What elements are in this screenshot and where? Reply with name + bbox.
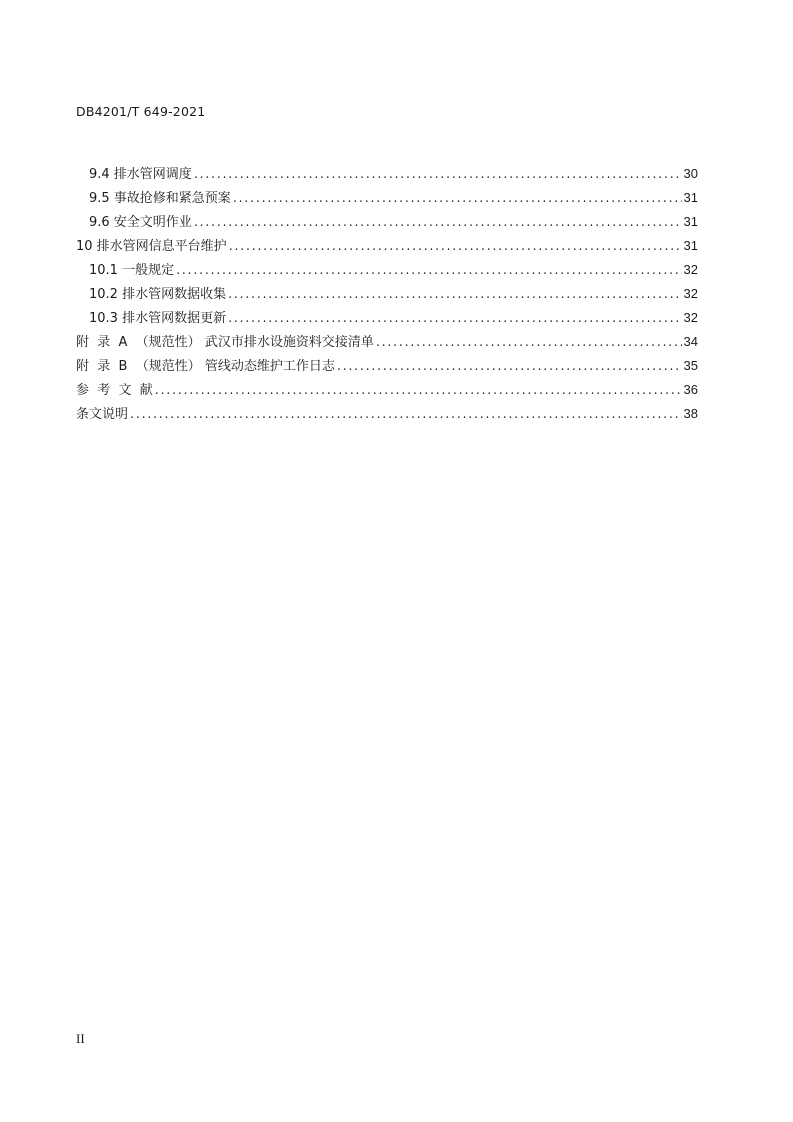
page-number: II (76, 1031, 85, 1046)
toc-entry-page: 31 (683, 190, 698, 205)
toc-entry-label: 10.1 一般规定 (89, 263, 175, 278)
toc-entry-page: 34 (683, 334, 698, 349)
toc-entry-page: 32 (683, 262, 698, 277)
toc-entry-label: 条文说明 (76, 407, 129, 422)
toc-entry-appendix-a[interactable] (76, 330, 698, 354)
toc-leader-dots (155, 379, 682, 403)
toc-leader-dots (228, 307, 681, 331)
toc-leader-dots (229, 235, 682, 259)
toc-entry-page: 30 (683, 166, 698, 181)
toc-leader-dots (233, 187, 682, 211)
toc-leader-dots (228, 283, 681, 307)
toc-entry-appendix-b[interactable] (76, 354, 698, 378)
toc-leader-dots (194, 163, 682, 187)
toc-leader-dots (337, 355, 682, 379)
toc-leader-dots (130, 403, 682, 427)
toc-entry-10-1[interactable] (76, 258, 698, 282)
toc-leader-dots (376, 331, 682, 355)
toc-entry-page: 36 (683, 382, 698, 397)
toc-leader-dots (194, 211, 682, 235)
toc-entry-references[interactable] (76, 378, 698, 402)
toc-entry-10[interactable] (76, 234, 698, 258)
toc-entry-10-2[interactable] (76, 282, 698, 306)
toc-entry-label: 10.2 排水管网数据收集 (89, 287, 227, 302)
toc-entry-label: 9.5 事故抢修和紧急预案 (89, 191, 231, 206)
toc-entry-label: 附 录 B （规范性） 管线动态维护工作日志 (76, 359, 335, 374)
toc-entry-label: 10.3 排水管网数据更新 (89, 311, 227, 326)
toc-entry-label: 9.6 安全文明作业 (89, 215, 192, 230)
toc-entry-page: 31 (683, 238, 698, 253)
toc-entry-label: 参 考 文 献 (76, 383, 153, 398)
toc-entry-page: 32 (683, 310, 698, 325)
toc-entry-9-5[interactable] (76, 186, 698, 210)
toc-entry-9-4[interactable] (76, 162, 698, 186)
toc-entry-explanation[interactable] (76, 402, 698, 426)
toc-entry-page: 31 (683, 214, 698, 229)
toc-entry-page: 35 (683, 358, 698, 373)
table-of-contents (76, 162, 698, 426)
toc-entry-10-3[interactable] (76, 306, 698, 330)
toc-leader-dots (176, 259, 681, 283)
toc-entry-label: 9.4 排水管网调度 (89, 167, 192, 182)
toc-entry-page: 32 (683, 286, 698, 301)
toc-entry-page: 38 (683, 406, 698, 421)
toc-entry-label: 10 排水管网信息平台维护 (76, 239, 227, 254)
toc-entry-label: 附 录 A （规范性） 武汉市排水设施资料交接清单 (76, 335, 374, 350)
toc-entry-9-6[interactable] (76, 210, 698, 234)
document-code: DB4201/T 649-2021 (76, 104, 206, 119)
